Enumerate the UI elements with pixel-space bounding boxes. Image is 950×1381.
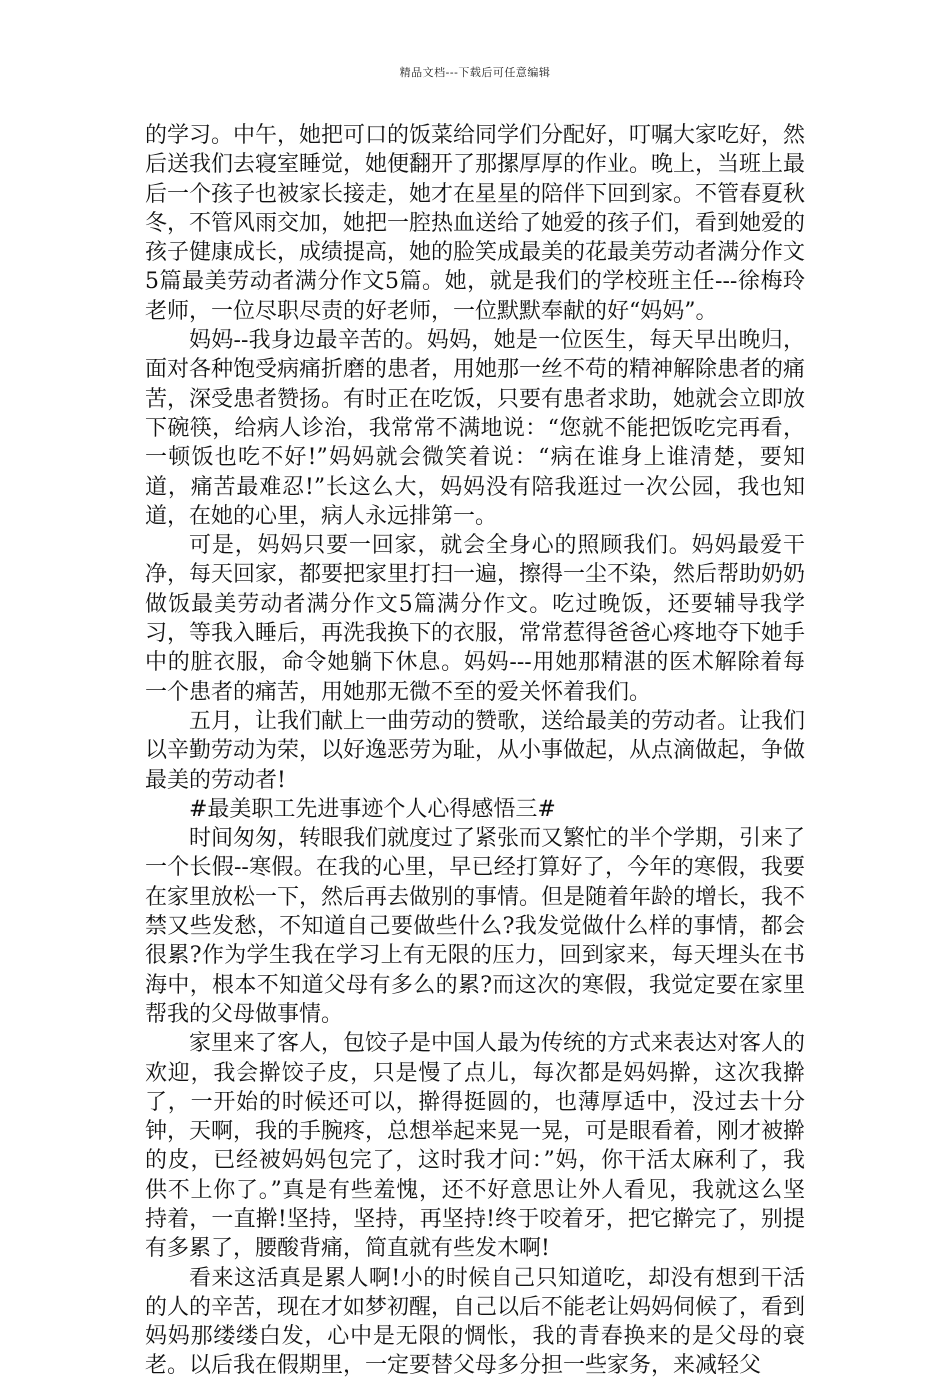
page-header: 精品文档---下载后可任意编辑 xyxy=(399,66,551,79)
paragraph: 的学习。中午，她把可口的饭菜给同学们分配好，叮嘱大家吃好，然后送我们去寝室睡觉，她便翻开了那摞厚厚的作业。晚上，当班上最后一个孩子也被家长接走，她才在星星的陪伴下回到家。不管春夏秋冬，不管风雨交加，她把一腔热血送给了她爱的孩子们，看到她爱的孩子健康成长，成绩提高，她的脸笑成最美的花最美劳动者满分作文5篇最美劳动者满分作文5篇。她，就是我们的学校班主任---徐梅玲老师，一位尽职尽责的好老师，一位默默奉献的好“妈妈”。 xyxy=(145,123,806,324)
paragraph: 妈妈--我身边最辛苦的。妈妈，她是一位医生，每天早出晚归，面对各种饱受病痛折磨的患者，用她那一丝不苟的精神解除患者的痛苦，深受患者赞扬。有时正在吃饭，只要有患者求助，她就会立即放下碗筷，给病人诊治，我常常不满地说：“您就不能把饭吃完再看，一顿饭也吃不好!”妈妈就会微笑着说：“病在谁身上谁清楚，要知道，痛苦最难忍!”长这么大，妈妈没有陪我逛过一次公园，我也知道，在她的心里，病人永远排第一。 xyxy=(145,328,806,529)
section-heading: #最美职工先进事迹个人心得感悟三# xyxy=(189,796,556,822)
paragraph: 可是，妈妈只要一回家，就会全身心的照顾我们。妈妈最爱干净，每天回家，都要把家里打扫一遍，擦得一尘不染，然后帮助奶奶做饭最美劳动者满分作文5篇满分作文。吃过晚饭，还要辅导我学习，等我入睡后，再洗我换下的衣服，常常惹得爸爸心疼地夺下她手中的脏衣服，命令她躺下休息。妈妈---用她那精湛的医术解除着每一个患者的痛苦，用她那无微不至的爱关怀着我们。 xyxy=(145,533,806,705)
paragraph: 看来这活真是累人啊!小的时候自己只知道吃，却没有想到干活的人的辛苦，现在才如梦初醒，自己以后不能老让妈妈伺候了，看到妈妈那缕缕白发，心中是无限的惆怅，我的青春换来的是父母的衰老。以后我在假期里，一定要替父母多分担一些家务，来减轻父 xyxy=(145,1265,806,1379)
document-body xyxy=(145,121,805,1381)
paragraph: 五月，让我们献上一曲劳动的赞歌，送给最美的劳动者。让我们以辛勤劳动为荣，以好逸恶劳为耻，从小事做起，从点滴做起，争做最美的劳动者! xyxy=(145,708,806,793)
paragraph: 时间匆匆，转眼我们就度过了紧张而又繁忙的半个学期，引来了一个长假--寒假。在我的心里，早已经打算好了，今年的寒假，我要在家里放松一下，然后再去做别的事情。但是随着年龄的增长，我不禁又些发愁，不知道自己要做些什么?我发觉做什么样的事情，都会很累?作为学生我在学习上有无限的压力，回到家来，每天埋头在书海中，根本不知道父母有多么的累?而这次的寒假，我觉定要在家里帮我的父母做事情。 xyxy=(145,826,806,1027)
paragraph: 家里来了客人，包饺子是中国人最为传统的方式来表达对客人的欢迎，我会擀饺子皮，只是慢了点儿，每次都是妈妈擀，这次我擀了，一开始的时候还可以，擀得挺圆的，也薄厚适中，没过去十分钟，天啊，我的手腕疼，总想举起来晃一晃，可是眼看着，刚才被擀的皮，已经被妈妈包完了，这时我才问：”妈，你干活太麻利了，我供不上你了。”真是有些羞愧，还不好意思让外人看见，我就这么坚持着，一直擀!坚持，坚持，再坚持!终于咬着牙，把它擀完了，别提有多累了，腰酸背痛，简直就有些发木啊! xyxy=(145,1031,806,1262)
